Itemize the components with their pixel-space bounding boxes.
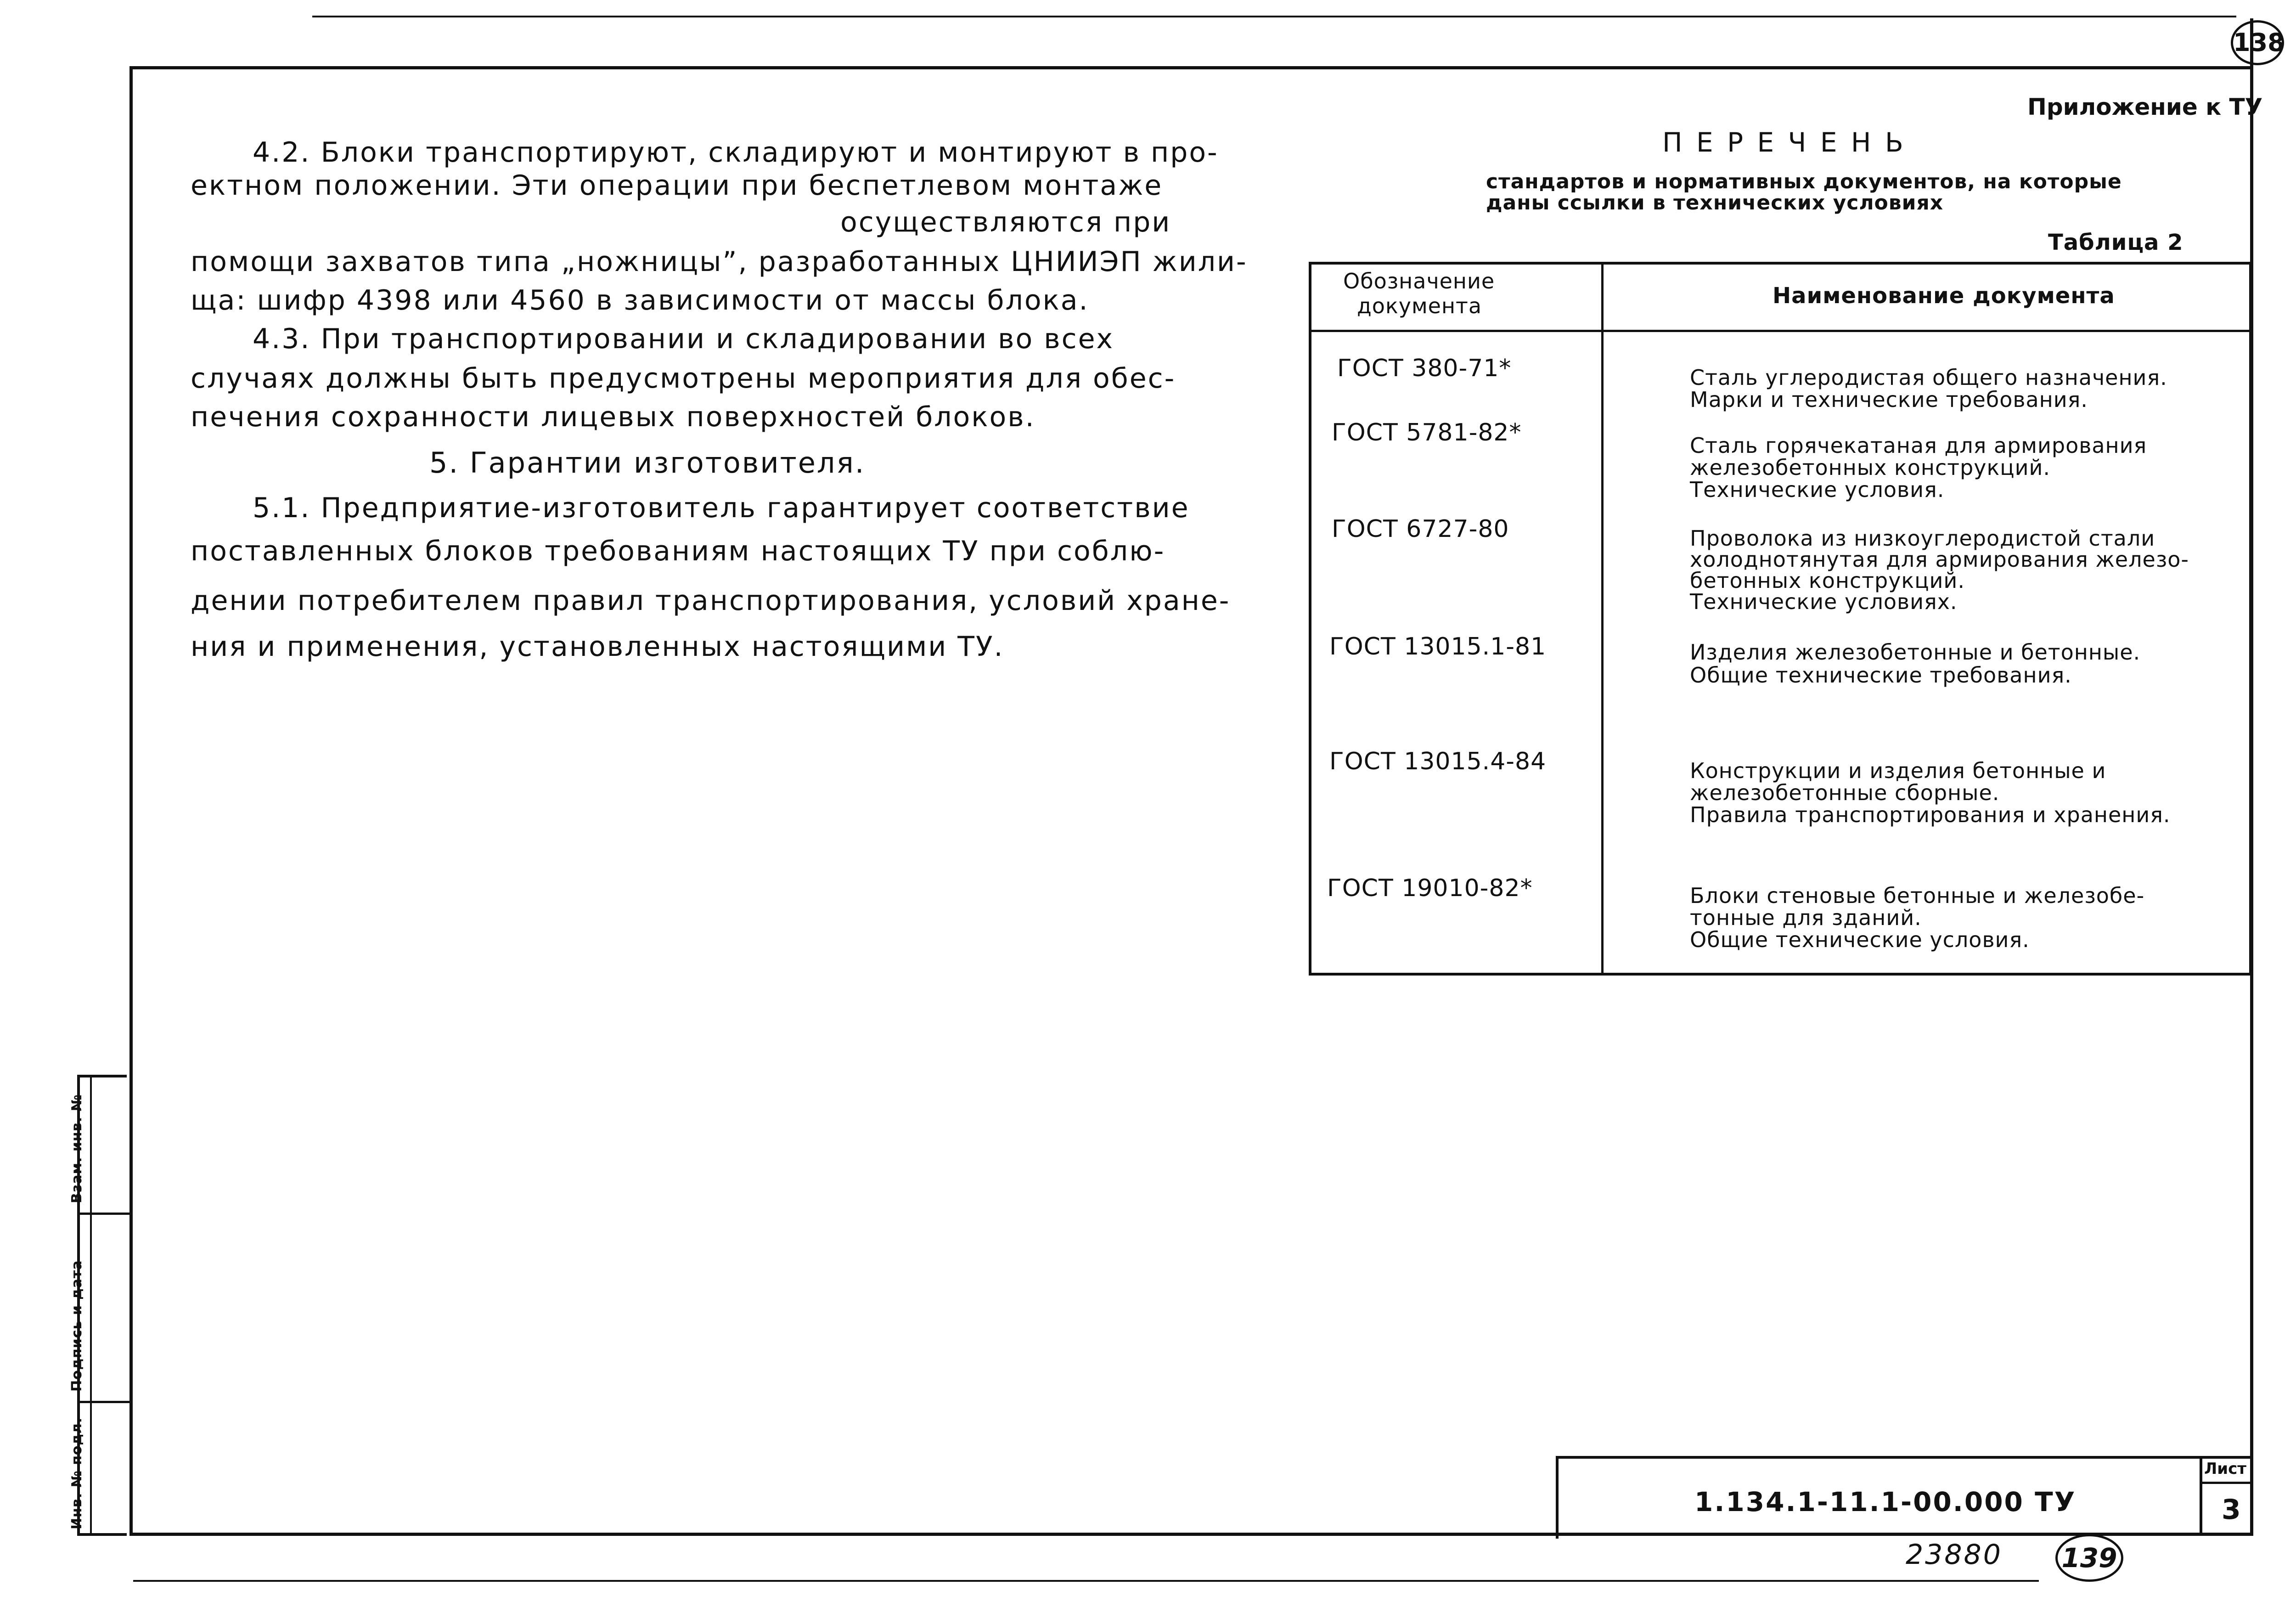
para-5-1-line4: ния и применения, установленных настоящими ТУ. bbox=[191, 631, 1004, 663]
row2-name-line1: Сталь горячекатаная для армирования bbox=[1690, 433, 2147, 458]
row5-name-line3: Правила транспортирования и хранения. bbox=[1690, 802, 2171, 827]
para-4-2-line3: осуществляются при bbox=[840, 206, 1171, 238]
sheet-number: 3 bbox=[2222, 1494, 2242, 1526]
side-stamp-divider1 bbox=[77, 1213, 129, 1215]
list-title: П Е Р Е Ч Е Н Ь bbox=[1662, 127, 1906, 158]
row3-code: ГОСТ 6727-80 bbox=[1332, 515, 1509, 543]
archive-number: 23880 bbox=[1906, 1539, 2003, 1571]
row3-name-line1: Проволока из низкоуглеродистой стали bbox=[1690, 526, 2155, 551]
row4-code: ГОСТ 13015.1-81 bbox=[1329, 633, 1547, 660]
side-stamp-col2: Подпись и дата bbox=[69, 1260, 85, 1392]
row3-name-line4: Технические условиях. bbox=[1690, 589, 1958, 614]
row4-name-line2: Общие технические требования. bbox=[1690, 663, 2072, 688]
row1-name-line1: Сталь углеродистая общего назначения. bbox=[1690, 365, 2167, 390]
col1-header-line2: документа bbox=[1357, 293, 1482, 318]
appendix-label: Приложение к ТУ bbox=[2027, 94, 2263, 120]
page-number-bottom: 139 bbox=[2055, 1534, 2123, 1582]
page-number-top: 138 bbox=[2231, 20, 2284, 65]
para-4-3-line2: случаях должны быть предусмотрены мероприятия для обес- bbox=[191, 362, 1176, 395]
row3-name-line3: бетонных конструкций. bbox=[1690, 568, 1965, 593]
table-header-divider bbox=[1309, 330, 2252, 332]
para-4-3-line3: печения сохранности лицевых поверхностей блоков. bbox=[191, 401, 1035, 433]
row6-name-line3: Общие технические условия. bbox=[1690, 927, 2030, 952]
row5-code: ГОСТ 13015.4-84 bbox=[1329, 748, 1547, 775]
row2-name-line2: железобетонных конструкций. bbox=[1690, 455, 2050, 480]
row1-name-line2: Марки и технические требования. bbox=[1690, 387, 2088, 412]
table-label: Таблица 2 bbox=[2048, 230, 2183, 255]
list-subtitle-line1: стандартов и нормативных документов, на которые bbox=[1486, 170, 2122, 193]
side-stamp-inner-line bbox=[90, 1075, 92, 1536]
col1-header-line1: Обозначение bbox=[1343, 269, 1495, 293]
para-4-2-line1: 4.2. Блоки транспортируют, складируют и монтируют в про- bbox=[253, 136, 1219, 169]
row2-name-line3: Технические условия. bbox=[1690, 477, 1945, 502]
row6-name-line2: тонные для зданий. bbox=[1690, 905, 1922, 930]
bottom-rule bbox=[133, 1580, 2039, 1582]
section-5-heading: 5. Гарантии изготовителя. bbox=[429, 446, 866, 479]
list-subtitle-line2: даны ссылки в технических условиях bbox=[1486, 191, 1944, 214]
document-designation: 1.134.1-11.1-00.000 ТУ bbox=[1694, 1486, 2077, 1517]
row4-name-line1: Изделия железобетонные и бетонные. bbox=[1690, 640, 2141, 665]
para-5-1-line1: 5.1. Предприятие-изготовитель гарантирует соответствие bbox=[253, 492, 1190, 524]
para-4-2-line4: помощи захватов типа „ножницы”, разработанных ЦНИИЭП жили- bbox=[191, 246, 1248, 278]
row6-code: ГОСТ 19010-82* bbox=[1327, 874, 1533, 902]
col2-header: Наименование документа bbox=[1773, 283, 2115, 309]
row6-name-line1: Блоки стеновые бетонные и железобе- bbox=[1690, 883, 2145, 908]
side-stamp-divider2 bbox=[77, 1401, 129, 1403]
para-4-2-line2: ектном положении. Эти операции при беспетлевом монтаже bbox=[191, 169, 1163, 202]
side-stamp-col1: Инв. № подл. bbox=[69, 1417, 85, 1529]
table-column-divider bbox=[1601, 262, 1604, 976]
para-4-3-line1: 4.3. При транспортировании и складировании во всех bbox=[253, 323, 1114, 355]
top-rule bbox=[312, 16, 2236, 17]
title-block-sheet-divider bbox=[2200, 1456, 2202, 1536]
row5-name-line1: Конструкции и изделия бетонные и bbox=[1690, 758, 2106, 783]
para-5-1-line2: поставленных блоков требованиям настоящих ТУ при соблю- bbox=[191, 535, 1165, 567]
row2-code: ГОСТ 5781-82* bbox=[1332, 419, 1522, 446]
row5-name-line2: железобетонные сборные. bbox=[1690, 780, 2000, 805]
row3-name-line2: холоднотянутая для армирования железо- bbox=[1690, 547, 2189, 572]
para-5-1-line3: дении потребителем правил транспортирования, условий хране- bbox=[191, 585, 1231, 617]
para-4-2-line5: ща: шифр 4398 или 4560 в зависимости от массы блока. bbox=[191, 284, 1089, 316]
row1-code: ГОСТ 380-71* bbox=[1337, 355, 1512, 382]
side-stamp-col3: Взам. инв. № bbox=[69, 1094, 85, 1203]
title-block-sheet-label-line bbox=[2200, 1482, 2252, 1484]
sheet-label: Лист bbox=[2204, 1460, 2246, 1478]
